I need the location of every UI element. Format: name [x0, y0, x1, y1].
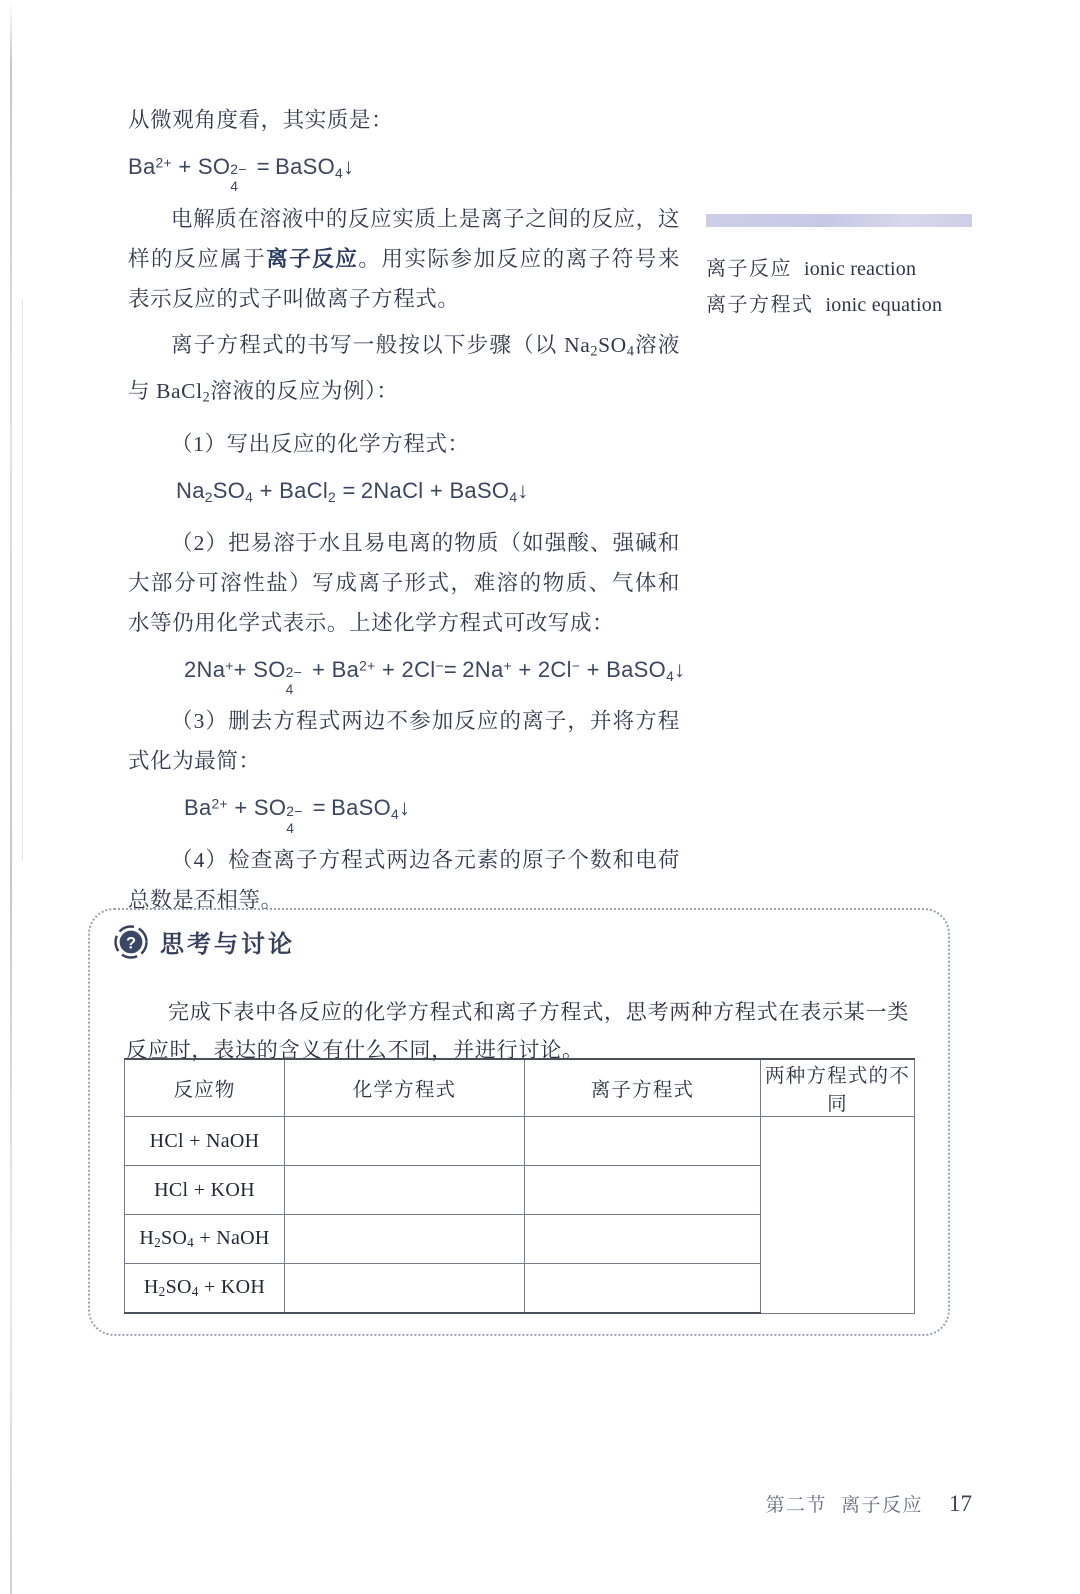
glossary-entry: [706, 289, 976, 321]
paragraph-step-1: （1）写出反应的化学方程式：: [171, 431, 470, 456]
paragraph-steps-lead: [128, 325, 680, 418]
footer-section-name: 离子反应: [840, 1495, 923, 1516]
steps-lead-a: 离子方程式的书写一般按以下步骤（以 Na: [171, 332, 591, 357]
cell-chemical-equation[interactable]: [285, 1117, 525, 1166]
equation-chemical-full: $Na_2SO_4$ + BaCl$_2$ = 2NaCl + BaSO$_4$↓: [176, 477, 529, 505]
discuss-header: [114, 924, 295, 959]
page-gutter-edge: [10, 0, 12, 1594]
subscript-cl2: 2: [202, 389, 211, 406]
paragraph-step-2: （2）把易溶于水且易电离的物质（如强酸、强碱和大部分可溶性盐）写成离子形式，难溶的物质、气体和水等仍用化学式表示。上述化学方程式可改写成：: [128, 530, 680, 635]
page-footer: [0, 1490, 1080, 1517]
steps-lead-c: 溶液与 BaCl: [128, 332, 680, 404]
steps-lead-d: 溶液的反应为例）：: [210, 379, 399, 404]
table-header-row: [125, 1059, 915, 1117]
glossary-entry-list: [706, 253, 976, 321]
subscript-o4: 4: [626, 343, 635, 360]
cell-chemical-equation[interactable]: [285, 1166, 525, 1215]
column-header-chemical-equation: 化学方程式: [285, 1059, 525, 1117]
cell-reactants: $H_2SO_4$ + NaOH: [125, 1215, 285, 1264]
cell-ionic-equation[interactable]: [525, 1117, 761, 1166]
keyword-ionic-reaction: 离子反应: [266, 246, 359, 271]
equation-net-ionic: $Ba^{2+}$ + SO 2− 4 = BaSO$_4$↓: [184, 795, 411, 836]
glossary-term-en: ionic equation: [825, 294, 943, 316]
paragraph-electrolyte: [128, 199, 680, 319]
table-row: [125, 1117, 915, 1166]
column-header-ionic-equation: 离子方程式: [525, 1059, 761, 1117]
subscript-na2: 2: [590, 343, 599, 360]
cell-ionic-equation[interactable]: [525, 1264, 761, 1314]
equation-ionic-basic: $Ba^{2+}$ + SO 2− 4 = BaSO$_4$↓: [128, 154, 355, 195]
glossary-accent-bar: [706, 214, 972, 227]
steps-lead-b: SO: [598, 332, 627, 357]
worksheet-table: [124, 1058, 915, 1314]
discuss-prompt: 完成下表中各反应的化学方程式和离子方程式，思考两种方程式在表示某一类反应时，表达的含义有什么不同，并进行讨论。: [126, 1000, 910, 1062]
cell-chemical-equation[interactable]: [285, 1215, 525, 1264]
paragraph-step-3: （3）删去方程式两边不参加反应的离子，并将方程式化为最简：: [128, 709, 680, 774]
equation-full-ionic: 2Na++ SO 2− 4 + $Ba^{2+} + 2Cl^-= 2Na^+ + 2Cl^-$ + BaSO$_4$↓: [184, 656, 686, 697]
discuss-title: 思考与讨论: [160, 931, 295, 958]
svg-text:?: ?: [125, 933, 137, 952]
page-number: 17: [949, 1491, 972, 1516]
paragraph-electrolyte-post: 。用实际参加反应的离子符号来表示反应的式子叫做离子方程式。: [128, 246, 680, 311]
cell-reactants: HCl + NaOH: [125, 1117, 285, 1166]
cell-ionic-equation[interactable]: [525, 1215, 761, 1264]
paragraph-intro: 从微观角度看，其实质是：: [128, 108, 394, 132]
column-header-reactants: 反应物: [125, 1059, 285, 1117]
question-circle-icon: [114, 925, 148, 959]
cell-reactants: HCl + KOH: [125, 1166, 285, 1215]
glossary-term-cn: 离子方程式: [706, 294, 814, 316]
cell-reactants: $H_2SO_4$ + KOH: [125, 1264, 285, 1314]
paragraph-electrolyte-pre: 电解质在溶液中的反应实质上是离子之间的反应，这样的反应属于: [128, 206, 680, 271]
cell-ionic-equation[interactable]: [525, 1166, 761, 1215]
think-and-discuss-box: [88, 908, 950, 1336]
column-header-difference: 两种方程式的不同: [761, 1059, 915, 1117]
glossary-entry: [706, 253, 976, 285]
footer-section-label: 第二节: [765, 1495, 827, 1516]
page-gutter-shadow: [22, 300, 23, 860]
glossary-term-cn: 离子反应: [706, 258, 792, 280]
glossary-sidebar: [706, 214, 976, 325]
cell-chemical-equation[interactable]: [285, 1264, 525, 1314]
main-text-column: [128, 100, 686, 926]
paragraph-step-4: （4）检查离子方程式两边各元素的原子个数和电荷总数是否相等。: [128, 848, 680, 913]
cell-difference-merged[interactable]: [761, 1117, 915, 1314]
glossary-term-en: ionic reaction: [804, 258, 917, 280]
